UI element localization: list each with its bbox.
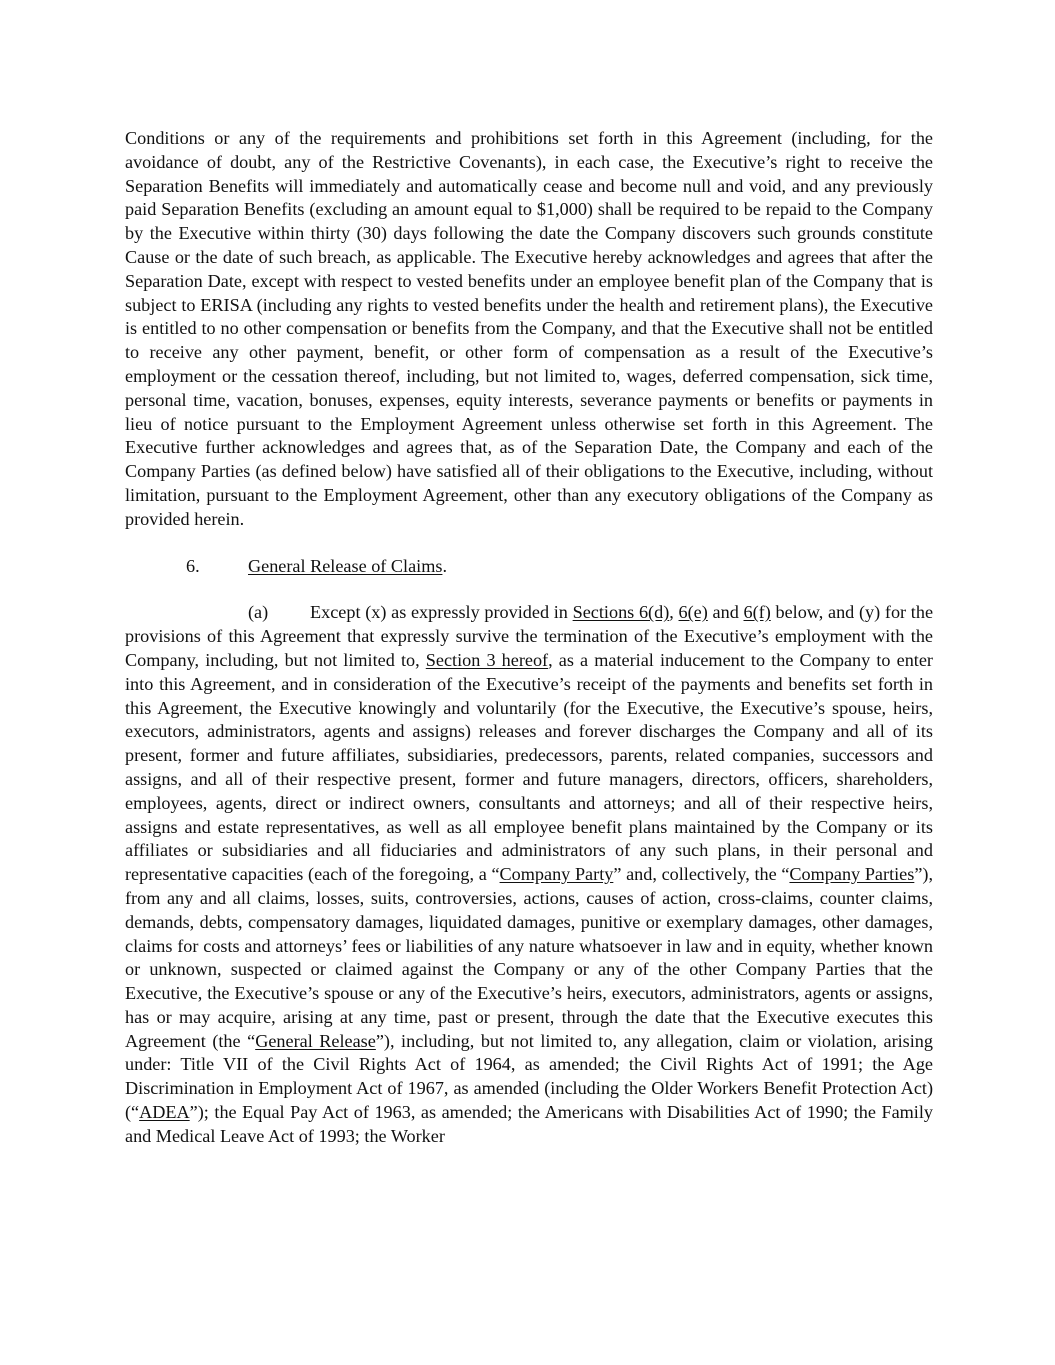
section-title-suffix: . [442,555,447,576]
text-run: and [707,602,744,623]
text-run: , [669,602,679,623]
text-run: ”), including, but not limited to, any allegation, claim or violation, arising under: Title VII of the Civil Rights Act of 1964, as amended; the Civil Rights Act of 1991; the Age Discrimination in Employment Act of 1967, as amended (including the Older Workers Benefit Protection Act) (“ [125,1030,933,1123]
text-run: ”); the Equal Pay Act of 1963, as amended; the Americans with Disabilities Act of 1990; the Family and Medical Leave Act of 1993; the Worker [125,1102,933,1146]
subsection-label: (a) [248,602,269,623]
subsection-a-paragraph [125,601,933,1148]
section-title: General Release of Claims [248,555,443,576]
text-run: ”), from any and all claims, losses, suits, controversies, actions, causes of action, cross-claims, counter claims, demands, debts, compensatory damages, liquidated damages, punitive or exemplary damages, other damages, claims for costs and attorneys’ fees or liabilities of any nature whatsoever in law and in equity, whether known or unknown, suspected or claimed against the Company or any of the other Company Parties that the Executive, the Executive’s spouse or any of the Executive’s heirs, executors, administrators, agents or assigns, has or may acquire, arising at any time, past or present, through the date that the Executive executes this Agreement (the “ [125,864,934,1051]
ref-section-3: Section 3 hereof [425,649,549,670]
text-run: below, and (y) for the provisions of this Agreement that expressly survive the termination of the Executive’s employment with the Company, including, but not limited to, [125,602,934,670]
text-run: ” and, collectively, the “ [613,864,790,885]
ref-6f: 6(f) [743,602,771,623]
section-6-heading [125,555,933,579]
defined-term-company-party: Company Party [499,864,614,885]
intro-paragraph: Conditions or any of the requirements and prohibitions set forth in this Agreement (including, for the avoidance of doubt, any of the Restrictive Covenants), in each case, the Executive’s right to receive the Separation Benefits will immediately and automatically cease and become null and void, and any previously paid Separation Benefits (excluding an amount equal to $1,000) shall be required to be repaid to the Company by the Executive within thirty (30) days following the date the Company discovers such grounds constitute Cause or the date of such breach, as applicable. The Executive hereby acknowledges and agrees that after the Separation Date, except with respect to vested benefits under an employee benefit plan of the Company that is subject to ERISA (including any rights to vested benefits under the health and retirement plans), the Executive is entitled to no other compensation or benefits from the Company, and that the Executive shall not be entitled to receive any other payment, benefit, or other form of compensation as a result of the Executive’s employment or the cessation thereof, including, but not limited to, wages, deferred compensation, sick time, personal time, vacation, bonuses, expenses, equity interests, severance payments or benefits or payments in lieu of notice pursuant to the Employment Agreement unless otherwise set forth in this Agreement. The Executive further acknowledges and agrees that, as of the Separation Date, the Company and each of the Company Parties (as defined below) have satisfied all of their obligations to the Executive, including, without limitation, pursuant to the Employment Agreement, other than any executory obligations of the Company as provided herein. [125,128,933,529]
document-page [125,127,933,1149]
text-run: Except (x) as expressly provided in [310,602,573,623]
ref-6e: 6(e) [678,602,708,623]
defined-term-company-parties: Company Parties [789,864,915,885]
text-run: , as a material inducement to the Company to enter into this Agreement, and in consideration of the Executive’s receipt of the payments and benefits set forth in this Agreement, the Executive knowingly and voluntarily (for the Executive, the Executive’s spouse, heirs, executors, administrators, agents and assigns) releases and forever discharges the Company and all of its present, former and future affiliates, subsidiaries, predecessors, parents, related companies, successors and assigns, and all of their respective present, former and future managers, directors, officers, shareholders, employees, agents, direct or indirect owners, consultants and attorneys; and all of their respective heirs, assigns and estate representatives, as well as all employee benefit plans maintained by the Company or its affiliates or subsidiaries and all fiduciaries and administrators of any such plans, in their personal and representative capacities (each of the foregoing, a “ [125,649,933,885]
defined-term-adea: ADEA [139,1102,190,1123]
defined-term-general-release: General Release [255,1030,376,1051]
ref-sections-6d: Sections 6(d) [572,602,670,623]
section-number: 6. [186,555,200,576]
